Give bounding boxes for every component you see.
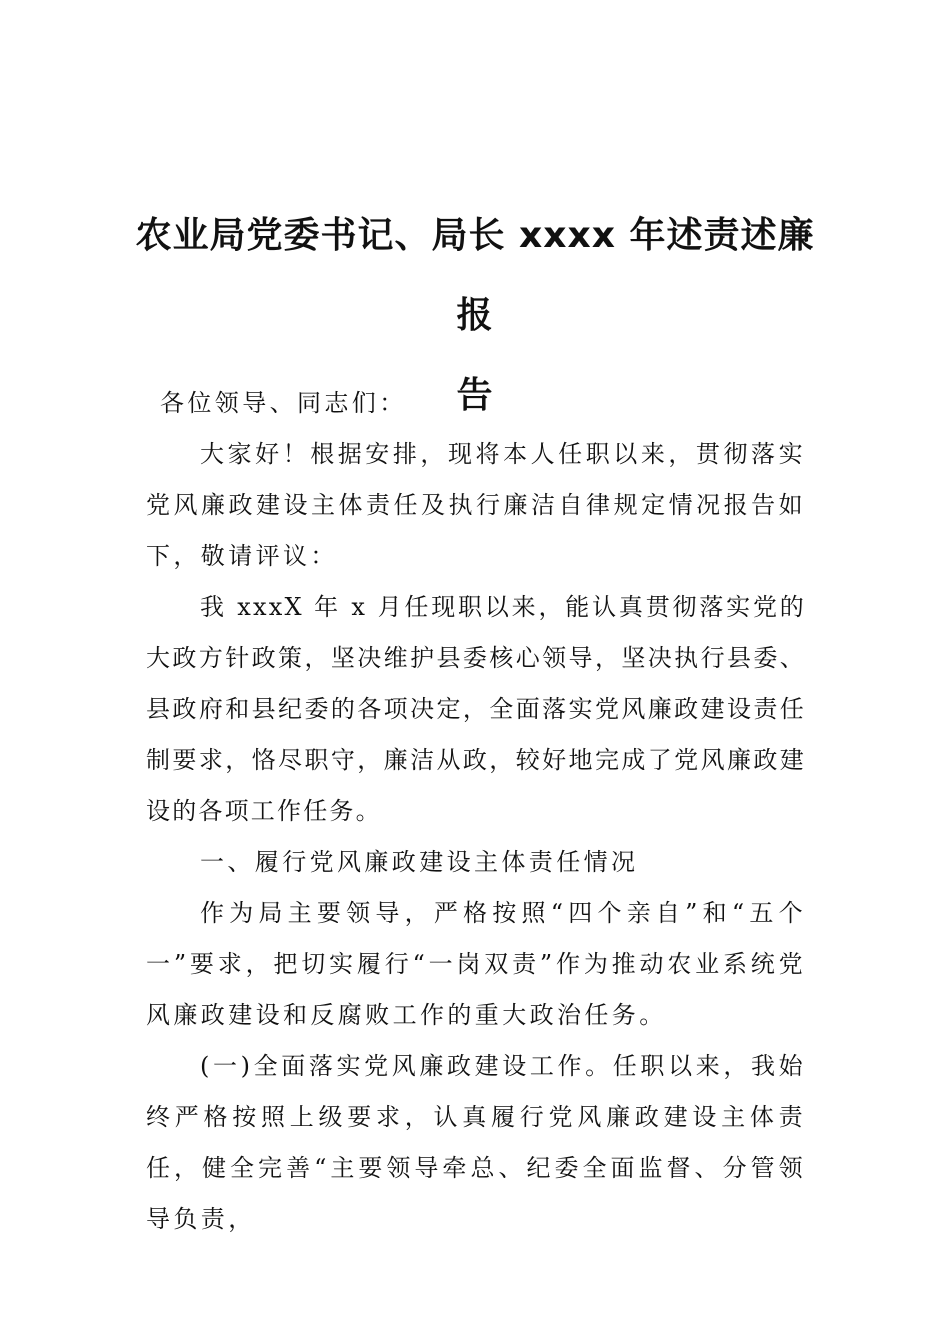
title-line-2: 告	[456, 375, 494, 416]
greeting: 各位领导、同志们：	[160, 389, 407, 417]
paragraph-overview: 我 xxxX 年 x 月任现职以来，能认真贯彻落实党的大政方针政策，坚决维护县委核心领导，坚决执行县委、县政府和县纪委的各项决定，全面落实党风廉政建设责任制要求，恪尽职守，廉洁从政，较好地完成了党风廉政建设的各项工作任务。	[146, 593, 806, 825]
paragraph-intro: 大家好！根据安排，现将本人任职以来，贯彻落实党风廉政建设主体责任及执行廉洁自律规定情况报告如下，敬请评议：	[146, 440, 806, 570]
paragraph-responsibility: 作为局主要领导，严格按照“四个亲自”和“五个一”要求，把切实履行“一岗双责”作为推动农业系统党风廉政建设和反腐败工作的重大政治任务。	[146, 899, 806, 1029]
document-body	[146, 378, 806, 1245]
title-line-1: 农业局党委书记、局长 xxxx 年述责述廉报	[135, 215, 815, 336]
paragraph-subsection-1: (一)全面落实党风廉政建设工作。任职以来，我始终严格按照上级要求，认真履行党风廉政建设主体责任，健全完善“主要领导牵总、纪委全面监督、分管领导负责，	[146, 1052, 806, 1233]
section-heading-1: 一、履行党风廉政建设主体责任情况	[200, 848, 639, 876]
